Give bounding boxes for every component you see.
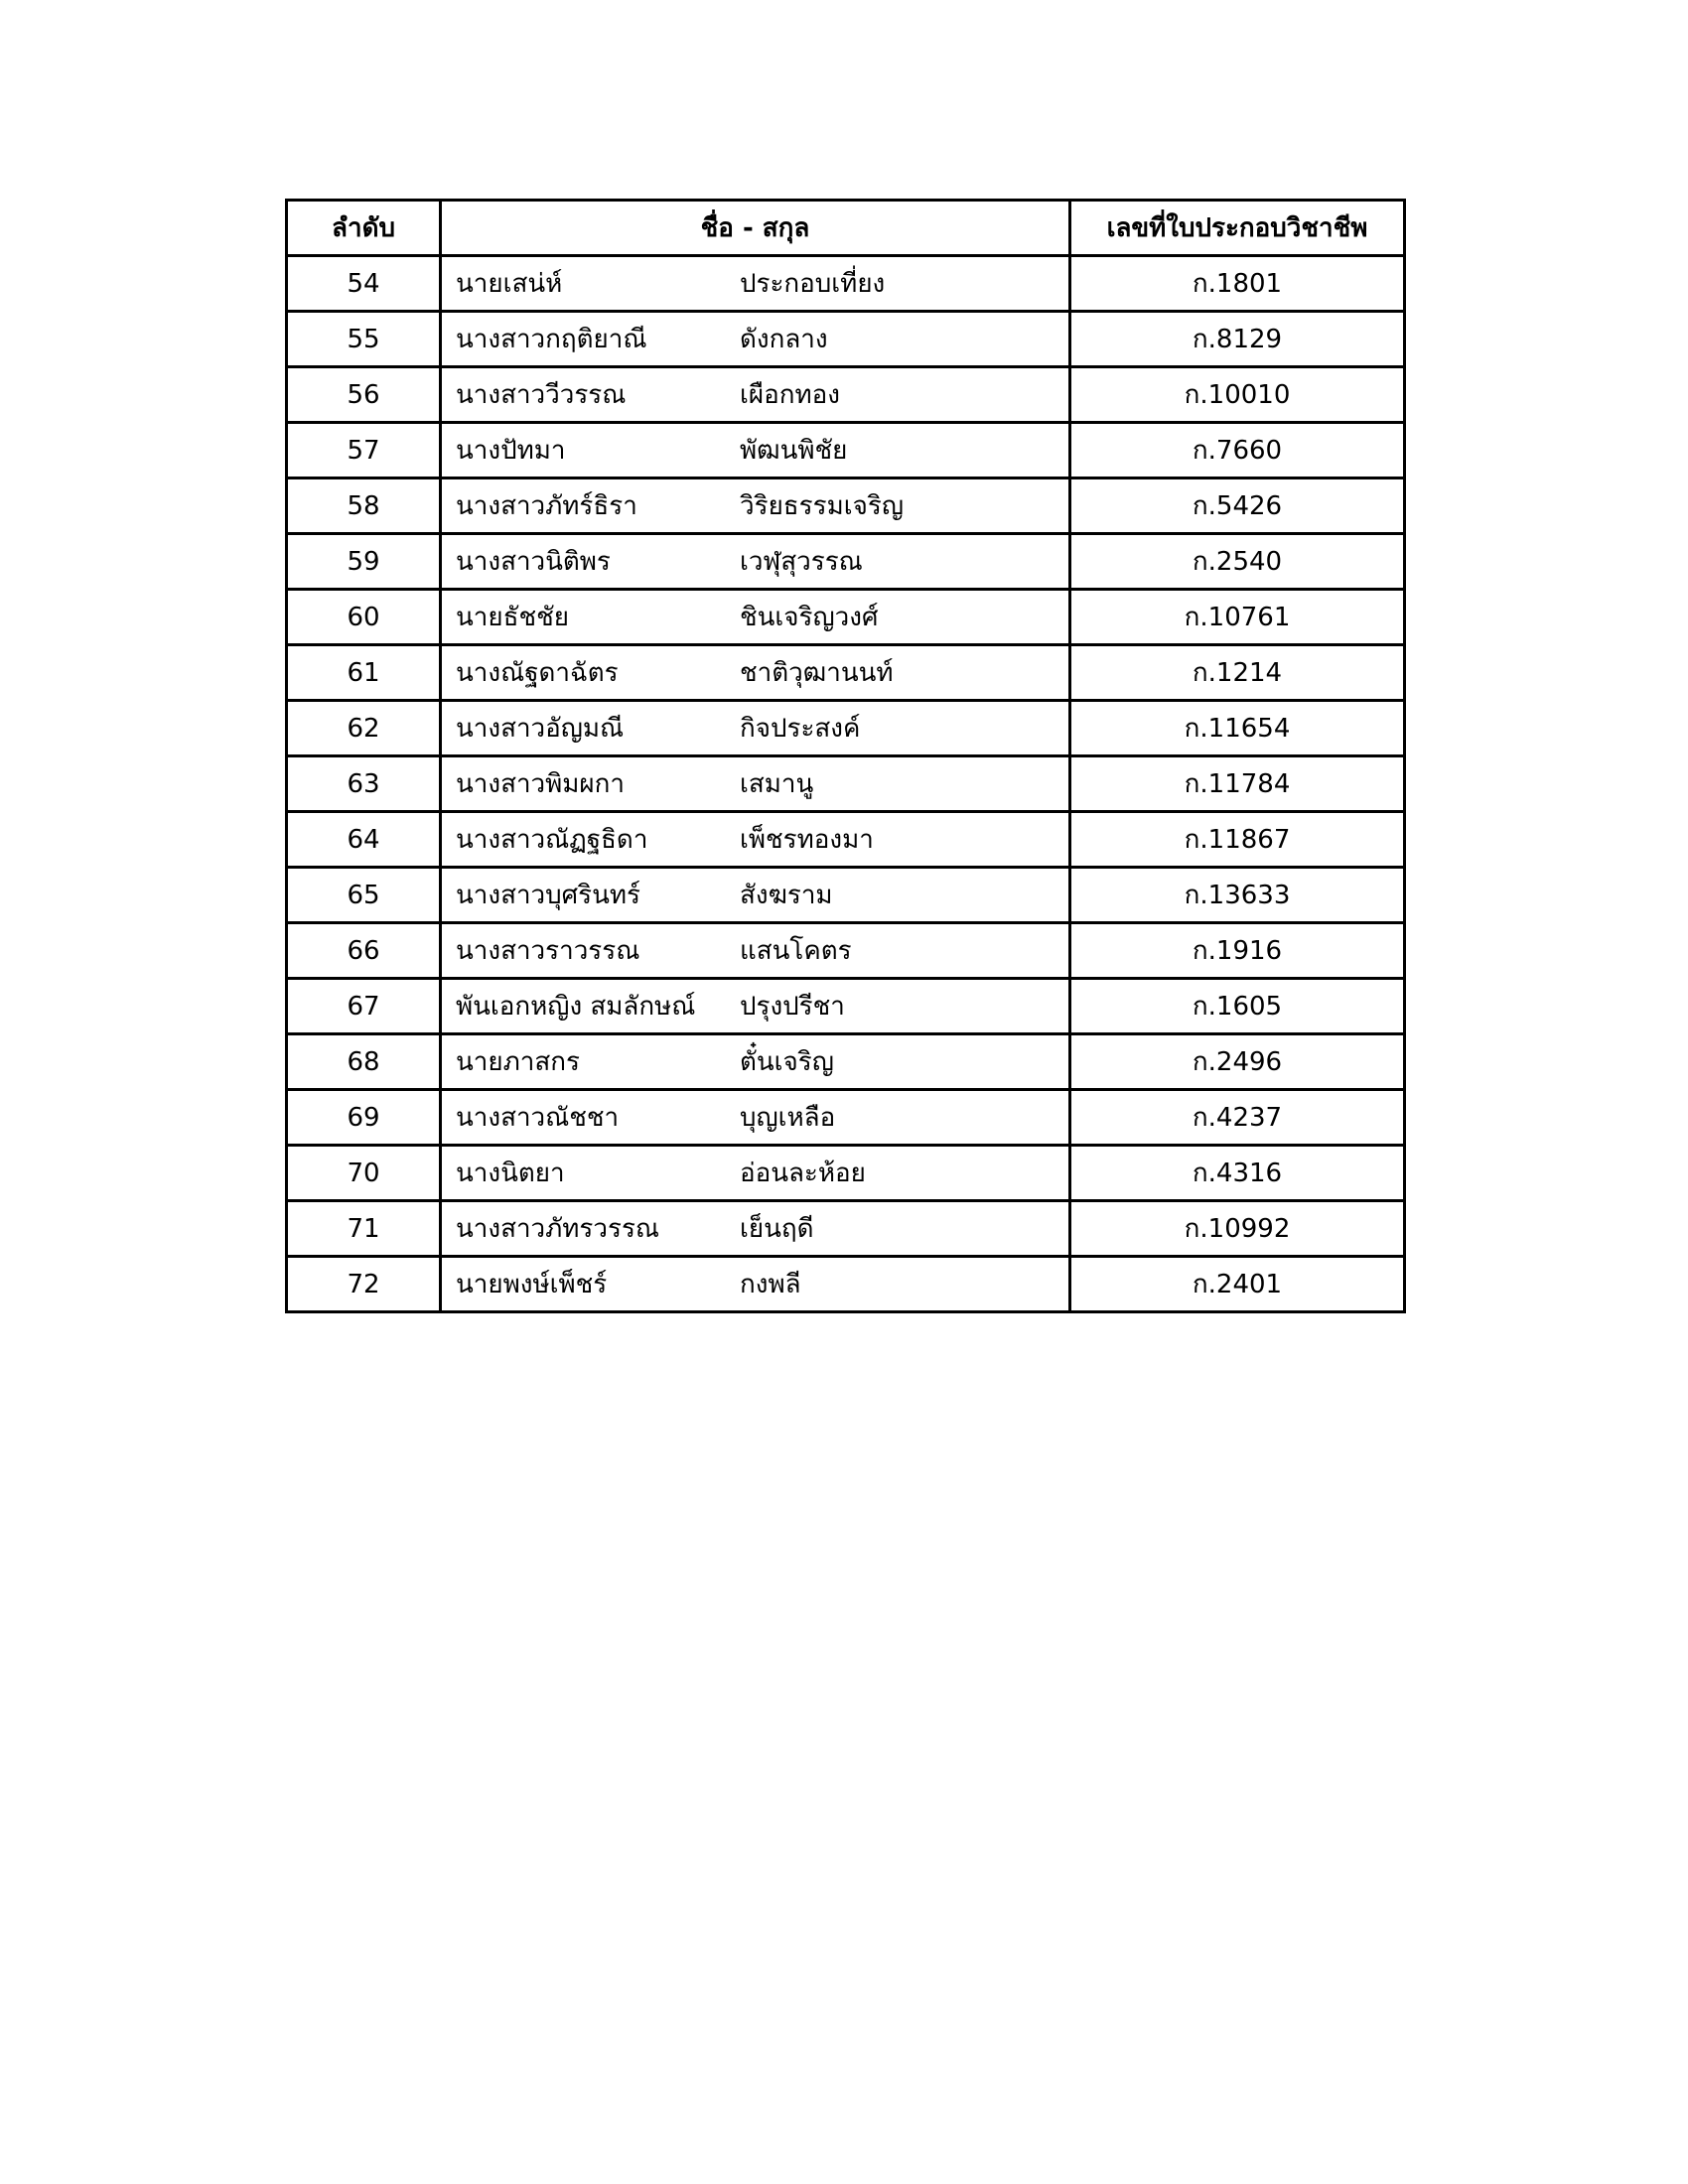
first-name: นางปัทมา (456, 435, 566, 466)
row-license: ก.1214 (1070, 645, 1405, 701)
table-row (287, 1034, 1405, 1090)
row-name (441, 701, 1070, 756)
last-name: ชินเจริญวงศ์ (740, 602, 879, 632)
first-name: นางณัฐดาฉัตร (456, 657, 619, 688)
first-name: นายภาสกร (456, 1046, 580, 1077)
row-license: ก.10010 (1070, 367, 1405, 423)
row-number: 71 (287, 1201, 441, 1257)
row-name (441, 256, 1070, 312)
row-name (441, 868, 1070, 923)
row-license: ก.8129 (1070, 312, 1405, 367)
row-license: ก.4316 (1070, 1146, 1405, 1201)
last-name: เวฬุสุวรรณ (740, 546, 863, 577)
table-row (287, 256, 1405, 312)
last-name: เย็นฤดี (740, 1213, 814, 1244)
last-name: บุญเหลือ (740, 1102, 836, 1133)
last-name: อ่อนละห้อย (740, 1158, 866, 1188)
row-number: 57 (287, 423, 441, 478)
row-number: 66 (287, 923, 441, 979)
row-number: 64 (287, 812, 441, 868)
row-number: 65 (287, 868, 441, 923)
last-name: แสนโคตร (740, 935, 852, 966)
row-number: 61 (287, 645, 441, 701)
table-row (287, 1201, 1405, 1257)
row-license: ก.11784 (1070, 756, 1405, 812)
first-name: นางสาวณัฏฐธิดา (456, 824, 648, 855)
row-number: 68 (287, 1034, 441, 1090)
table-row (287, 367, 1405, 423)
last-name: ปรุงปรีชา (740, 991, 845, 1022)
first-name: นางสาวภัทร์ธิรา (456, 490, 637, 521)
row-name (441, 478, 1070, 534)
row-license: ก.1801 (1070, 256, 1405, 312)
first-name: นางสาวนิติพร (456, 546, 611, 577)
row-name (441, 979, 1070, 1034)
row-name (441, 1257, 1070, 1312)
row-number: 60 (287, 590, 441, 645)
first-name: นางสาวกฤติยาณี (456, 324, 647, 354)
table-row (287, 645, 1405, 701)
row-license: ก.1605 (1070, 979, 1405, 1034)
row-name (441, 756, 1070, 812)
first-name: นางสาวพิมผกา (456, 768, 625, 799)
row-license: ก.2401 (1070, 1257, 1405, 1312)
row-license: ก.10761 (1070, 590, 1405, 645)
table-row (287, 312, 1405, 367)
table-header-row (287, 201, 1405, 256)
row-number: 54 (287, 256, 441, 312)
first-name: นายธัชชัย (456, 602, 570, 632)
row-name (441, 312, 1070, 367)
table-row (287, 534, 1405, 590)
first-name: นายเสน่ห์ (456, 268, 563, 299)
table-row (287, 590, 1405, 645)
row-name (441, 1090, 1070, 1146)
license-roster-table (285, 199, 1406, 1313)
first-name: นายพงษ์เพ็ชร์ (456, 1269, 608, 1299)
first-name: นางสาวณัชชา (456, 1102, 620, 1133)
last-name: เสมานู (740, 768, 814, 799)
row-license: ก.10992 (1070, 1201, 1405, 1257)
row-name (441, 1034, 1070, 1090)
table-row (287, 1090, 1405, 1146)
last-name: พัฒนพิชัย (740, 435, 848, 466)
row-license: ก.2496 (1070, 1034, 1405, 1090)
row-name (441, 812, 1070, 868)
row-name (441, 367, 1070, 423)
row-number: 69 (287, 1090, 441, 1146)
row-name (441, 923, 1070, 979)
row-license: ก.11867 (1070, 812, 1405, 868)
row-name (441, 645, 1070, 701)
row-license: ก.1916 (1070, 923, 1405, 979)
last-name: สังฆราม (740, 880, 833, 910)
row-number: 55 (287, 312, 441, 367)
row-license: ก.2540 (1070, 534, 1405, 590)
table-row (287, 812, 1405, 868)
first-name: นางสาวบุศรินทร์ (456, 880, 640, 910)
row-number: 56 (287, 367, 441, 423)
last-name: กิจประสงค์ (740, 713, 861, 744)
row-license: ก.4237 (1070, 1090, 1405, 1146)
last-name: วิริยธรรมเจริญ (740, 490, 904, 521)
table-row (287, 423, 1405, 478)
row-number: 59 (287, 534, 441, 590)
row-name (441, 534, 1070, 590)
row-license: ก.13633 (1070, 868, 1405, 923)
table-row (287, 979, 1405, 1034)
row-number: 62 (287, 701, 441, 756)
row-name (441, 590, 1070, 645)
table-row (287, 868, 1405, 923)
last-name: ตั๋นเจริญ (740, 1046, 834, 1077)
first-name: นางสาวราวรรณ (456, 935, 640, 966)
first-name: นางสาวภัทรวรรณ (456, 1213, 660, 1244)
last-name: ดังกลาง (740, 324, 828, 354)
last-name: ชาติวุฒานนท์ (740, 657, 894, 688)
row-number: 70 (287, 1146, 441, 1201)
row-number: 72 (287, 1257, 441, 1312)
last-name: ประกอบเที่ยง (740, 268, 886, 299)
table-row (287, 1146, 1405, 1201)
row-number: 58 (287, 478, 441, 534)
table-row (287, 478, 1405, 534)
row-license: ก.7660 (1070, 423, 1405, 478)
row-license: ก.5426 (1070, 478, 1405, 534)
table-row (287, 923, 1405, 979)
table-row (287, 1257, 1405, 1312)
row-name (441, 1201, 1070, 1257)
row-license: ก.11654 (1070, 701, 1405, 756)
table-row (287, 701, 1405, 756)
first-name: นางนิตยา (456, 1158, 565, 1188)
last-name: เพ็ชรทองมา (740, 824, 874, 855)
header-number: ลำดับ (287, 201, 441, 256)
table-row (287, 756, 1405, 812)
row-name (441, 1146, 1070, 1201)
first-name: นางสาวอัญมณี (456, 713, 625, 744)
row-number: 63 (287, 756, 441, 812)
first-name: พันเอกหญิง สมลักษณ์ (456, 991, 696, 1022)
row-number: 67 (287, 979, 441, 1034)
row-name (441, 423, 1070, 478)
first-name: นางสาววีวรรณ (456, 379, 627, 410)
last-name: เผือกทอง (740, 379, 840, 410)
last-name: กงพลี (740, 1269, 801, 1299)
table-body (287, 256, 1405, 1312)
header-license: เลขที่ใบประกอบวิชาชีพ (1070, 201, 1405, 256)
header-name: ชื่อ - สกุล (441, 201, 1070, 256)
